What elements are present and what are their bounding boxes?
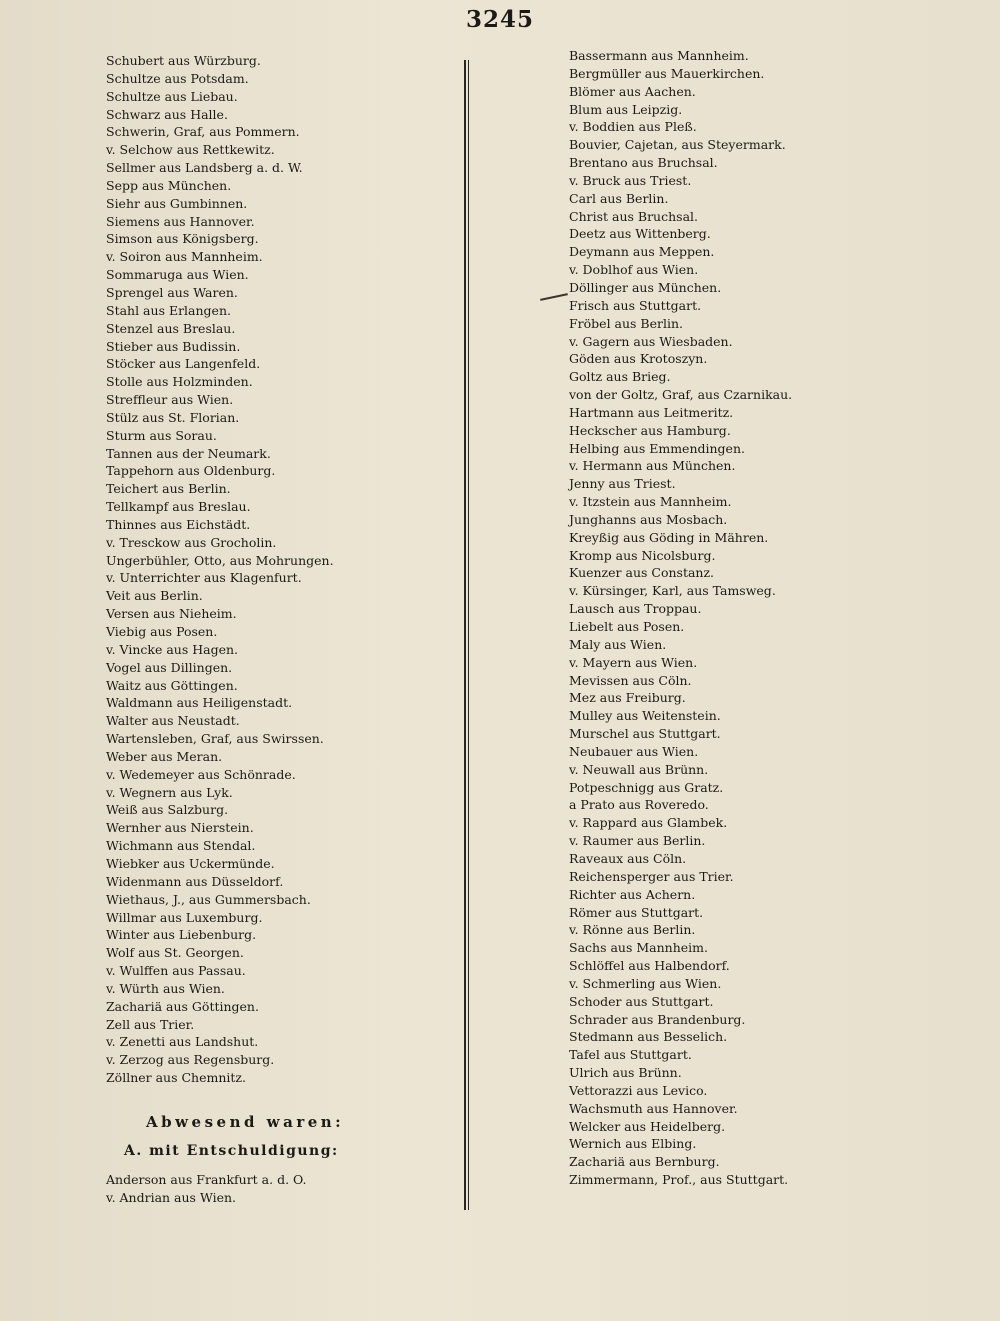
left-column-entry: Siemens aus Hannover. [106, 213, 255, 229]
left-column-entry: Tannen aus der Neumark. [106, 445, 271, 461]
left-column-entry: v. Würth aus Wien. [106, 980, 225, 996]
right-column-entry: Kromp aus Nicolsburg. [569, 547, 716, 563]
right-column-entry: Kuenzer aus Constanz. [569, 565, 715, 581]
right-column-entry: Murschel aus Stuttgart. [569, 726, 721, 742]
left-column-entry: Schultze aus Potsdam. [106, 70, 249, 86]
right-column-entry: a Prato aus Roveredo. [569, 797, 709, 813]
left-column-entry: Wernher aus Nierstein. [106, 820, 254, 836]
right-column-entry: von der Goltz, Graf, aus Czarnikau. [569, 387, 793, 403]
right-column-entry: Mez aus Freiburg. [569, 690, 686, 706]
column-divider [464, 60, 469, 1210]
left-column-entry: Tellkampf aus Breslau. [106, 499, 251, 515]
right-column-entry: Helbing aus Emmendingen. [569, 440, 745, 456]
left-column-entry: Stenzel aus Breslau. [106, 320, 236, 336]
left-column-entry: v. Vincke aus Hagen. [106, 641, 238, 657]
right-column-entry: Stedmann aus Besselich. [569, 1029, 728, 1045]
left-column-entry: Simson aus Königsberg. [106, 231, 259, 247]
right-column-entry: Bergmüller aus Mauerkirchen. [569, 65, 765, 81]
absent-entry: v. Andrian aus Wien. [106, 1189, 236, 1205]
left-column-entry: Tappehorn aus Oldenburg. [106, 463, 276, 479]
absent-subheading: A. mit Entschuldigung: [124, 1143, 339, 1159]
left-column-entry: Zell aus Trier. [106, 1016, 195, 1032]
right-column-entry: Richter aus Achern. [569, 886, 696, 902]
left-column-entry: Winter aus Liebenburg. [106, 927, 257, 943]
left-column-entry: Sturm aus Sorau. [106, 427, 217, 443]
right-column-entry: Junghanns aus Mosbach. [569, 511, 728, 527]
left-column-entry: Stieber aus Budissin. [106, 338, 241, 354]
left-column-entry: Willmar aus Luxemburg. [106, 909, 263, 925]
left-column-entry: v. Soiron aus Mannheim. [106, 249, 263, 265]
left-column-entry: Viebig aus Posen. [106, 624, 218, 639]
left-column-entry: Wichmann aus Stendal. [106, 838, 256, 854]
left-column-entry: Ungerbühler, Otto, aus Mohrungen. [106, 552, 334, 568]
right-column-entry: v. Itzstein aus Mannheim. [569, 494, 732, 510]
right-column-entry: Schrader aus Brandenburg. [569, 1011, 746, 1027]
right-column-entry: Römer aus Stuttgart. [569, 904, 704, 920]
left-column-entry: Schwarz aus Halle. [106, 106, 228, 122]
left-column-entry: Thinnes aus Eichstädt. [106, 516, 251, 532]
left-column-entry: Zöllner aus Chemnitz. [106, 1070, 246, 1086]
right-column-entry: Tafel aus Stuttgart. [569, 1047, 692, 1063]
right-column-entry: Deetz aus Wittenberg. [569, 226, 711, 242]
right-column-entry: Brentano aus Bruchsal. [569, 155, 718, 171]
right-column-entry: Deymann aus Meppen. [569, 244, 715, 260]
right-column-entry: Blömer aus Aachen. [569, 83, 696, 99]
left-column-entry: Schubert aus Würzburg. [106, 53, 261, 68]
right-column-entry: Hartmann aus Leitmeritz. [569, 404, 734, 420]
left-column-entry: Wiethaus, J., aus Gummersbach. [106, 891, 311, 907]
left-column-entry: Walter aus Neustadt. [106, 713, 240, 729]
right-column-entry: v. Rönne aus Berlin. [569, 922, 696, 938]
right-column-entry: v. Schmerling aus Wien. [569, 975, 722, 991]
left-column-entry: Stolle aus Holzminden. [106, 374, 253, 390]
left-column-entry: Schultze aus Liebau. [106, 88, 238, 104]
page-number: 3245 [465, 6, 534, 33]
left-column-entry: v. Tresckow aus Grocholin. [106, 534, 277, 550]
right-name-column [569, 47, 869, 1189]
right-column-entry: Carl aus Berlin. [569, 190, 669, 206]
right-column-entry: Schlöffel aus Halbendorf. [569, 958, 730, 974]
left-column-entry: Teichert aus Berlin. [106, 481, 231, 497]
right-column-entry: Bassermann aus Mannheim. [569, 48, 749, 63]
right-column-entry: v. Neuwall aus Brünn. [569, 761, 709, 777]
left-column-entry: v. Unterrichter aus Klagenfurt. [106, 570, 302, 586]
left-column-entry: Schwerin, Graf, aus Pommern. [106, 124, 300, 140]
left-name-column [106, 52, 456, 1087]
left-column-entry: Streffleur aus Wien. [106, 392, 234, 408]
left-column-entry: Weber aus Meran. [106, 748, 223, 764]
left-column-entry: Wolf aus St. Georgen. [106, 945, 244, 961]
right-column-entry: Zachariä aus Bernburg. [569, 1154, 720, 1170]
left-column-entry: Veit aus Berlin. [106, 588, 203, 604]
right-column-entry: Zimmermann, Prof., aus Stuttgart. [569, 1172, 789, 1188]
right-column-entry: Maly aus Wien. [569, 636, 667, 652]
right-column-entry: Liebelt aus Posen. [569, 619, 685, 634]
right-column-entry: Ulrich aus Brünn. [569, 1065, 682, 1081]
right-column-entry: Bouvier, Cajetan, aus Steyermark. [569, 137, 786, 153]
left-column-entry: v. Wegnern aus Lyk. [106, 784, 233, 800]
left-column-entry: Widenmann aus Düsseldorf. [106, 873, 284, 889]
right-column-entry: Wernich aus Elbing. [569, 1136, 697, 1152]
left-column-entry: Wiebker aus Uckermünde. [106, 855, 275, 871]
left-column-entry: Wartensleben, Graf, aus Swirssen. [106, 731, 324, 747]
left-column-entry: Sprengel aus Waren. [106, 284, 238, 300]
absent-heading: Abwesend waren: [146, 1113, 345, 1131]
left-column-entry: Waldmann aus Heiligenstadt. [106, 695, 293, 711]
left-column-entry: Weiß aus Salzburg. [106, 802, 229, 818]
absent-entry: Anderson aus Frankfurt a. d. O. [106, 1172, 307, 1187]
left-column-entry: Sellmer aus Landsberg a. d. W. [106, 160, 303, 176]
right-column-entry: Raveaux aus Cöln. [569, 850, 687, 866]
right-column-entry: Lausch aus Troppau. [569, 601, 702, 617]
left-column-entry: v. Zenetti aus Landshut. [106, 1034, 259, 1050]
right-column-entry: Frisch aus Stuttgart. [569, 297, 702, 313]
left-column-entry: Stahl aus Erlangen. [106, 302, 231, 318]
right-column-entry: v. Kürsinger, Karl, aus Tamsweg. [569, 583, 776, 599]
right-column-entry: v. Hermann aus München. [569, 458, 736, 474]
right-column-entry: v. Bruck aus Triest. [569, 172, 692, 188]
margin-pen-mark [540, 293, 568, 301]
left-column-entry: Stülz aus St. Florian. [106, 409, 240, 425]
right-column-entry: Wachsmuth aus Hannover. [569, 1100, 738, 1116]
left-column-entry: v. Zerzog aus Regensburg. [106, 1052, 275, 1068]
right-column-entry: Fröbel aus Berlin. [569, 315, 684, 331]
right-column-entry: Neubauer aus Wien. [569, 743, 699, 759]
left-column-entry: v. Wulffen aus Passau. [106, 963, 246, 979]
left-column-entry: v. Wedemeyer aus Schönrade. [106, 766, 296, 782]
right-column-entry: Schoder aus Stuttgart. [569, 993, 714, 1009]
absent-name-list [106, 1171, 456, 1207]
right-column-entry: Sachs aus Mannheim. [569, 940, 708, 956]
right-column-entry: Heckscher aus Hamburg. [569, 422, 731, 438]
right-column-entry: Kreyßig aus Göding in Mähren. [569, 529, 769, 545]
right-column-entry: Reichensperger aus Trier. [569, 868, 734, 884]
left-column-entry: Waitz aus Göttingen. [106, 677, 238, 693]
right-column-entry: v. Rappard aus Glambek. [569, 815, 728, 831]
right-column-entry: Vettorazzi aus Levico. [569, 1082, 708, 1098]
left-column-entry: Stöcker aus Langenfeld. [106, 356, 261, 372]
right-column-entry: Mevissen aus Cöln. [569, 672, 692, 688]
right-column-entry: Blum aus Leipzig. [569, 101, 683, 117]
left-column-entry: Versen aus Nieheim. [106, 606, 237, 622]
right-column-entry: Mulley aus Weitenstein. [569, 708, 721, 724]
right-column-entry: v. Doblhof aus Wien. [569, 262, 699, 278]
right-column-entry: Goltz aus Brieg. [569, 369, 671, 385]
left-column-entry: v. Selchow aus Rettkewitz. [106, 142, 275, 158]
left-column-entry: Sepp aus München. [106, 177, 232, 193]
right-column-entry: Göden aus Krotoszyn. [569, 351, 708, 367]
right-column-entry: v. Raumer aus Berlin. [569, 833, 706, 849]
right-column-entry: v. Gagern aus Wiesbaden. [569, 333, 733, 349]
right-column-entry: v. Mayern aus Wien. [569, 654, 698, 670]
left-column-entry: Sommaruga aus Wien. [106, 267, 249, 283]
right-column-entry: Potpeschnigg aus Gratz. [569, 779, 724, 795]
right-column-entry: Jenny aus Triest. [569, 476, 676, 492]
right-column-entry: Christ aus Bruchsal. [569, 208, 698, 224]
right-column-entry: v. Boddien aus Pleß. [569, 119, 697, 135]
left-column-entry: Vogel aus Dillingen. [106, 659, 233, 675]
right-column-entry: Döllinger aus München. [569, 279, 722, 295]
left-column-entry: Siehr aus Gumbinnen. [106, 195, 248, 211]
right-column-entry: Welcker aus Heidelberg. [569, 1118, 726, 1134]
left-column-entry: Zachariä aus Göttingen. [106, 998, 259, 1014]
